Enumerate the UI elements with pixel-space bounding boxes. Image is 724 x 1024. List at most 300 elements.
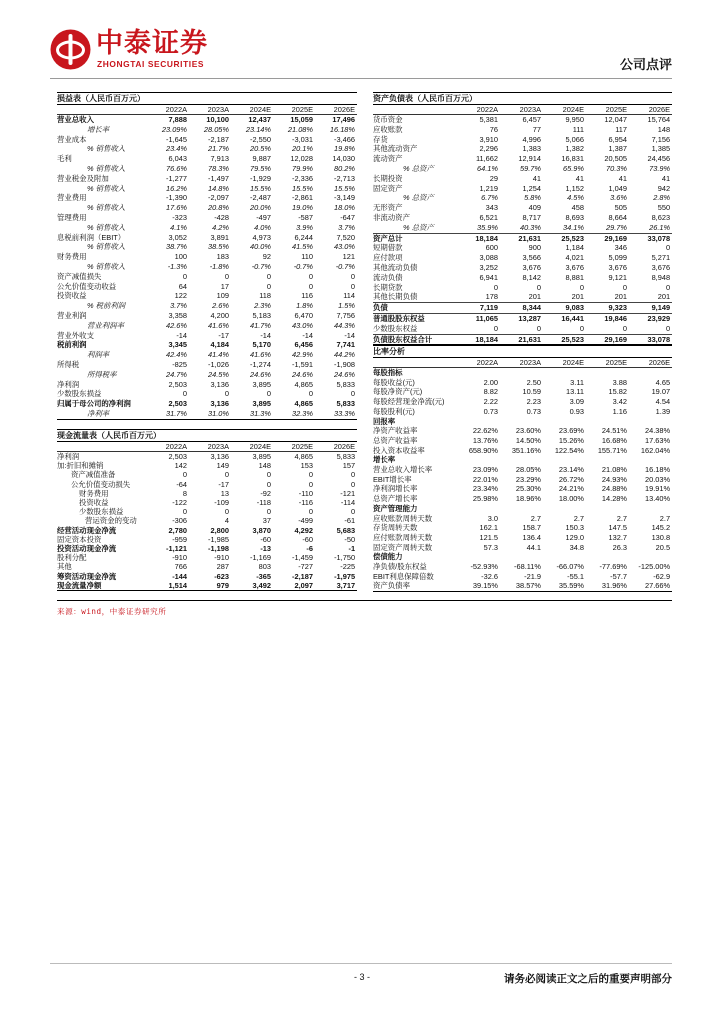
row-value: 64	[178, 281, 187, 291]
row-value: 0	[266, 389, 271, 399]
row-value: 3,895	[252, 452, 271, 461]
row-value: -1,459	[292, 553, 313, 563]
table-row	[373, 324, 672, 334]
year-header: 2022A	[457, 358, 500, 368]
row-value: 21.08%	[287, 124, 313, 134]
row-value: 8,664	[608, 212, 627, 222]
table-row	[373, 154, 672, 164]
row-value: 2.22	[483, 397, 498, 407]
row-value: 11,065	[457, 313, 500, 323]
row-value-blank	[457, 368, 500, 378]
row-value: 24.7%	[166, 369, 187, 379]
row-value: -21.9	[524, 571, 541, 581]
row-value: -66.07%	[556, 562, 584, 572]
table-row	[373, 135, 672, 145]
table-row	[373, 514, 672, 524]
row-value: 0	[308, 389, 313, 399]
row-value: 0	[350, 271, 355, 281]
table-row	[373, 203, 672, 213]
year-header: 2022A	[457, 105, 500, 115]
row-value: -2,550	[250, 134, 271, 144]
row-label: EBIT增长率	[373, 474, 412, 484]
row-value: 145.2	[651, 523, 671, 533]
year-header: 2024E	[231, 442, 273, 452]
row-value: 28.05%	[203, 124, 229, 134]
row-value: 10.59	[522, 387, 541, 397]
row-value: 23.60%	[515, 426, 541, 436]
row-label: 其他流动资产	[373, 144, 418, 154]
row-label: 非流动资产	[373, 212, 410, 222]
row-value: 0	[308, 479, 313, 489]
row-label: 营业利润率	[87, 320, 124, 330]
row-value: 79.5%	[250, 163, 271, 173]
row-value: 35.9%	[477, 222, 498, 232]
year-header: 2023A	[500, 105, 543, 115]
row-value: 25,523	[543, 334, 586, 345]
row-value: 24.6%	[334, 369, 355, 379]
table-row	[57, 203, 357, 213]
row-value: 57.3	[483, 542, 498, 552]
table-row	[57, 213, 357, 223]
year-header: 2024E	[543, 358, 586, 368]
row-label: 利润率	[87, 350, 110, 360]
row-value: 15.5%	[292, 183, 313, 193]
row-value: 9,121	[608, 272, 627, 282]
row-value: 15.82	[608, 387, 627, 397]
row-value: 3.9%	[296, 222, 313, 232]
row-value: 7,156	[651, 134, 671, 144]
row-value: 14,030	[332, 154, 355, 164]
row-value: 4.1%	[170, 222, 187, 232]
table-row	[57, 489, 357, 498]
row-value: 33.3%	[315, 409, 357, 419]
table-row	[373, 581, 672, 591]
row-value: 21,631	[500, 233, 543, 243]
row-value: 26.3	[612, 542, 627, 552]
row-value: 59.7%	[520, 163, 541, 173]
row-value: -1,975	[334, 571, 356, 581]
row-value: 4,973	[252, 232, 271, 242]
row-label: % 总资产	[403, 222, 434, 232]
row-value: 2.50	[526, 377, 541, 387]
row-value: 3,676	[522, 262, 541, 272]
row-value: 42.6%	[166, 320, 187, 330]
year-header-row	[373, 358, 672, 368]
row-value: 0.73	[526, 406, 541, 416]
row-value: 2.8%	[653, 193, 671, 203]
table-row	[57, 311, 357, 321]
row-label: EBIT利息保障倍数	[373, 571, 434, 581]
row-value: 4.2%	[212, 222, 229, 232]
row-value: 3.7%	[170, 301, 187, 311]
row-value: 2.6%	[212, 301, 229, 311]
row-value: -118	[256, 498, 271, 508]
row-value: 0	[182, 470, 187, 480]
row-value: -2,713	[334, 173, 355, 183]
table-row	[57, 526, 357, 535]
table-row	[57, 154, 357, 164]
row-value: 15,764	[647, 115, 671, 124]
row-value: 9,149	[629, 303, 672, 314]
row-label: 投入资本收益率	[373, 445, 425, 455]
row-value: 28.05%	[515, 465, 541, 475]
row-value: 20.1%	[292, 144, 313, 154]
table-row	[373, 233, 672, 243]
row-value: 2,780	[168, 525, 187, 535]
row-label: 净利润增长率	[373, 484, 418, 494]
table-row	[57, 535, 357, 544]
table-row	[57, 252, 357, 262]
table-row	[373, 223, 672, 233]
row-value: -14	[344, 330, 355, 340]
cashflow-statement-table	[57, 429, 357, 591]
row-value: 0	[308, 281, 313, 291]
row-value: 0	[579, 323, 584, 333]
row-value: 43.0%	[292, 320, 313, 330]
table-row	[373, 484, 672, 494]
row-value: 41.7%	[250, 320, 271, 330]
row-value: -1.3%	[167, 261, 187, 271]
row-value-blank	[586, 504, 629, 514]
row-value: 150.3	[565, 523, 584, 533]
row-value: -727	[298, 562, 313, 572]
row-label: 少数股东损益	[57, 389, 102, 399]
year-header: 2023A	[189, 442, 231, 452]
row-value: 0.73	[483, 406, 498, 416]
row-value: 65.9%	[563, 163, 584, 173]
row-value: 19.91%	[644, 484, 671, 494]
row-value: 17.63%	[644, 435, 671, 445]
row-value: -825	[172, 359, 187, 369]
row-value-blank	[457, 552, 500, 562]
row-value: 6,456	[294, 340, 313, 350]
row-value: 23.09%	[161, 124, 187, 134]
year-header: 2022A	[147, 105, 189, 115]
row-label: 营业费用	[57, 193, 87, 203]
row-value: -306	[172, 516, 187, 526]
table-row	[373, 446, 672, 456]
row-value-blank	[500, 552, 543, 562]
row-value-blank	[543, 552, 586, 562]
row-value: -1,591	[292, 359, 313, 369]
table-row	[373, 144, 672, 154]
row-value: 183	[216, 252, 229, 262]
row-label: 存货周转天数	[373, 523, 418, 533]
row-value: 5,271	[651, 253, 671, 263]
row-value: 7,741	[336, 340, 355, 350]
row-value: 12,437	[248, 115, 271, 124]
table-row	[373, 174, 672, 184]
row-value: 25.30%	[515, 484, 541, 494]
row-value: 16.2%	[166, 183, 187, 193]
table-row	[57, 399, 357, 409]
row-value: -623	[214, 571, 229, 581]
row-value: 12,047	[604, 115, 627, 124]
row-value: 1.16	[612, 406, 627, 416]
row-value: 3,676	[565, 262, 584, 272]
row-label: 管理费用	[57, 212, 87, 222]
balance-sheet-body	[373, 115, 672, 345]
row-value: -109	[214, 498, 229, 508]
row-label: 应收账款	[373, 124, 403, 134]
row-value: -116	[298, 498, 313, 508]
row-value: 14.28%	[601, 494, 627, 504]
row-label: % 销售收入	[87, 203, 126, 213]
row-value: -32.6	[481, 571, 498, 581]
row-label: 短期借款	[373, 243, 403, 253]
row-value: 147.5	[608, 523, 627, 533]
income-statement-body	[57, 115, 357, 420]
row-value: 23.69%	[558, 426, 584, 436]
table-title: 现金流量表（人民币百万元）	[57, 430, 357, 442]
row-value: 15.5%	[250, 183, 271, 193]
row-value: -114	[340, 498, 356, 508]
row-value: 0	[493, 323, 498, 333]
row-value: -14	[260, 330, 271, 340]
row-value: -110	[298, 488, 313, 498]
row-value: 1,254	[522, 183, 541, 193]
row-label: 所得税率	[87, 369, 117, 379]
row-value: 7,119	[457, 303, 500, 314]
row-value: 8,693	[565, 212, 584, 222]
row-value: 2.7	[659, 513, 671, 523]
row-value: -1,026	[208, 359, 229, 369]
row-value-blank	[500, 417, 543, 427]
row-value-blank	[543, 417, 586, 427]
row-value: 12,914	[518, 154, 541, 164]
row-value: 13.40%	[644, 494, 671, 504]
row-value: 44.1	[526, 542, 541, 552]
zhongtai-logo-icon	[50, 29, 91, 70]
row-value: 148	[657, 124, 671, 134]
row-value: 31.7%	[147, 409, 189, 419]
table-row	[57, 272, 357, 282]
row-label: 固定资产周转天数	[373, 542, 433, 552]
row-value: 2,503	[168, 379, 187, 389]
table-row	[373, 378, 672, 388]
row-value: 0	[182, 507, 187, 517]
table-row	[373, 572, 672, 582]
table-row	[373, 387, 672, 397]
row-value: 1,382	[565, 144, 584, 154]
row-value: -1,277	[166, 173, 187, 183]
header-divider	[50, 78, 672, 79]
row-label: 息税前利润（EBIT）	[57, 232, 126, 242]
year-header: 2023A	[189, 105, 231, 115]
row-value: 15,059	[290, 115, 313, 124]
row-value: 114	[343, 291, 355, 301]
row-value: 1,184	[565, 243, 584, 253]
row-value: -77.69%	[599, 562, 627, 572]
row-value: -144	[172, 571, 187, 581]
table-row	[57, 581, 357, 591]
row-value: 9,323	[586, 303, 629, 314]
row-value: 22.62%	[472, 426, 498, 436]
row-value: 4,184	[210, 340, 229, 350]
row-value: 0	[493, 282, 498, 292]
table-row	[57, 389, 357, 399]
table-row	[373, 243, 672, 253]
table-row	[373, 292, 672, 302]
row-value: 26.1%	[649, 222, 671, 232]
row-label: 应收账款周转天数	[373, 513, 433, 523]
row-value-blank	[629, 455, 672, 465]
row-value: -92	[260, 488, 271, 498]
row-value: 3,345	[168, 340, 187, 350]
row-value-blank	[586, 368, 629, 378]
table-row	[57, 350, 357, 360]
row-value: 0	[182, 271, 187, 281]
row-value: 0	[350, 281, 355, 291]
table-row	[57, 233, 357, 243]
row-value: 16,441	[543, 313, 586, 323]
row-value: 3,676	[651, 262, 671, 272]
row-value: 0	[350, 479, 356, 489]
row-value-blank	[500, 368, 543, 378]
tables-bottom-divider	[57, 600, 672, 601]
row-label: 货币资金	[373, 115, 403, 124]
table-row	[57, 470, 357, 479]
row-value: 100	[174, 252, 187, 262]
row-value: 178	[485, 292, 498, 302]
row-value: 942	[657, 183, 671, 193]
row-value: 0	[308, 507, 313, 517]
table-row	[373, 407, 672, 417]
row-value: 5,183	[252, 310, 271, 320]
row-value: 3,252	[479, 262, 498, 272]
row-value: 5,170	[252, 340, 271, 350]
row-value: 4,865	[294, 379, 313, 389]
ratio-section-heading: 偿债能力	[373, 552, 403, 562]
table-row	[57, 282, 357, 292]
row-value: 12,028	[290, 154, 313, 164]
row-value: 76	[489, 124, 498, 134]
row-value: 3.7%	[338, 222, 355, 232]
table-row	[373, 436, 672, 446]
ratio-section-heading: 增长率	[373, 455, 396, 465]
row-value: 6,244	[294, 232, 313, 242]
ratio-section-heading-row	[373, 504, 672, 514]
row-value: -1,274	[250, 359, 271, 369]
row-value: -1.8%	[209, 261, 229, 271]
row-label: 每股股利(元)	[373, 406, 415, 416]
row-value: -647	[340, 212, 355, 222]
row-value: -2,861	[292, 193, 313, 203]
row-value: 31.0%	[189, 409, 231, 419]
table-row	[57, 174, 357, 184]
row-label: 资产减值准备	[71, 470, 116, 480]
row-label: 股利分配	[57, 553, 87, 563]
row-value: 7,756	[336, 310, 355, 320]
row-label: 其他	[57, 562, 72, 572]
row-value-blank	[629, 504, 672, 514]
row-label: % 总资产	[403, 163, 434, 173]
row-value: 7,888	[168, 115, 187, 124]
row-value-blank	[543, 455, 586, 465]
row-label: 存货	[373, 134, 388, 144]
row-label: % 销售收入	[87, 163, 126, 173]
row-value: 3.6%	[610, 193, 627, 203]
row-value: 0	[622, 323, 627, 333]
row-value: 16.68%	[601, 435, 627, 445]
table-row	[373, 213, 672, 223]
ratio-section-heading-row	[373, 417, 672, 427]
row-value: -17	[218, 479, 229, 489]
row-value: 23.09%	[472, 465, 498, 475]
row-label: 长期投资	[373, 173, 403, 183]
row-value: 148	[258, 461, 271, 471]
row-value: 8,623	[651, 212, 671, 222]
row-value: 40.3%	[520, 222, 541, 232]
row-value: 19.8%	[334, 144, 355, 154]
table-row	[57, 461, 357, 470]
table-title-row	[57, 430, 357, 442]
row-value: 149	[216, 461, 229, 471]
row-value: 3,676	[608, 262, 627, 272]
table-title-row	[57, 93, 357, 105]
row-value: 23.4%	[166, 144, 187, 154]
row-value: 23.29%	[515, 474, 541, 484]
row-value: 24.38%	[644, 426, 671, 436]
row-value: -1,198	[208, 544, 229, 554]
row-value: 0	[182, 389, 187, 399]
row-value: -121	[340, 488, 356, 498]
row-label: 无形资产	[373, 203, 403, 213]
row-value: 18.00%	[558, 494, 584, 504]
row-label: 营业利润	[57, 310, 87, 320]
row-label: 营运资金的变动	[85, 516, 137, 526]
row-value: 6,954	[608, 134, 627, 144]
row-value: 41.6%	[250, 350, 271, 360]
row-label: 净资产收益率	[373, 426, 418, 436]
row-value-blank	[500, 504, 543, 514]
row-label: 营业总收入增长率	[373, 465, 433, 475]
row-value: 2.00	[483, 377, 498, 387]
row-value: 0	[224, 271, 229, 281]
row-value: -0.7%	[251, 261, 271, 271]
row-value: 4,865	[294, 399, 313, 409]
year-header: 2026E	[315, 442, 357, 452]
row-value: 8,948	[651, 272, 671, 282]
row-label: % 销售收入	[87, 261, 126, 271]
row-label: 资产总计	[373, 233, 457, 243]
row-value: 21.08%	[601, 465, 627, 475]
row-value: 121.5	[479, 532, 498, 542]
row-value: 20,505	[604, 154, 627, 164]
row-value: 409	[528, 203, 541, 213]
document-type: 公司点评	[619, 57, 672, 72]
row-value-blank	[586, 417, 629, 427]
row-value: 5,833	[336, 452, 356, 461]
row-value: 157	[342, 461, 356, 471]
row-label: 每股净资产(元)	[373, 387, 423, 397]
row-value: 8,717	[522, 212, 541, 222]
row-value: 153	[300, 461, 313, 471]
row-label: 净利润	[57, 379, 80, 389]
row-value: 1.8%	[296, 301, 313, 311]
row-value-blank	[543, 368, 586, 378]
table-row	[373, 494, 672, 504]
table-title: 资产负债表（人民币百万元）	[373, 93, 672, 105]
row-value: 18.96%	[515, 494, 541, 504]
row-value: 33,078	[629, 334, 672, 345]
year-header: 2025E	[586, 358, 629, 368]
table-row	[373, 273, 672, 283]
ratio-section-heading: 回报率	[373, 416, 396, 426]
row-value: 1,152	[565, 183, 584, 193]
row-value: 20.5%	[250, 144, 271, 154]
row-value: 29,169	[586, 334, 629, 345]
